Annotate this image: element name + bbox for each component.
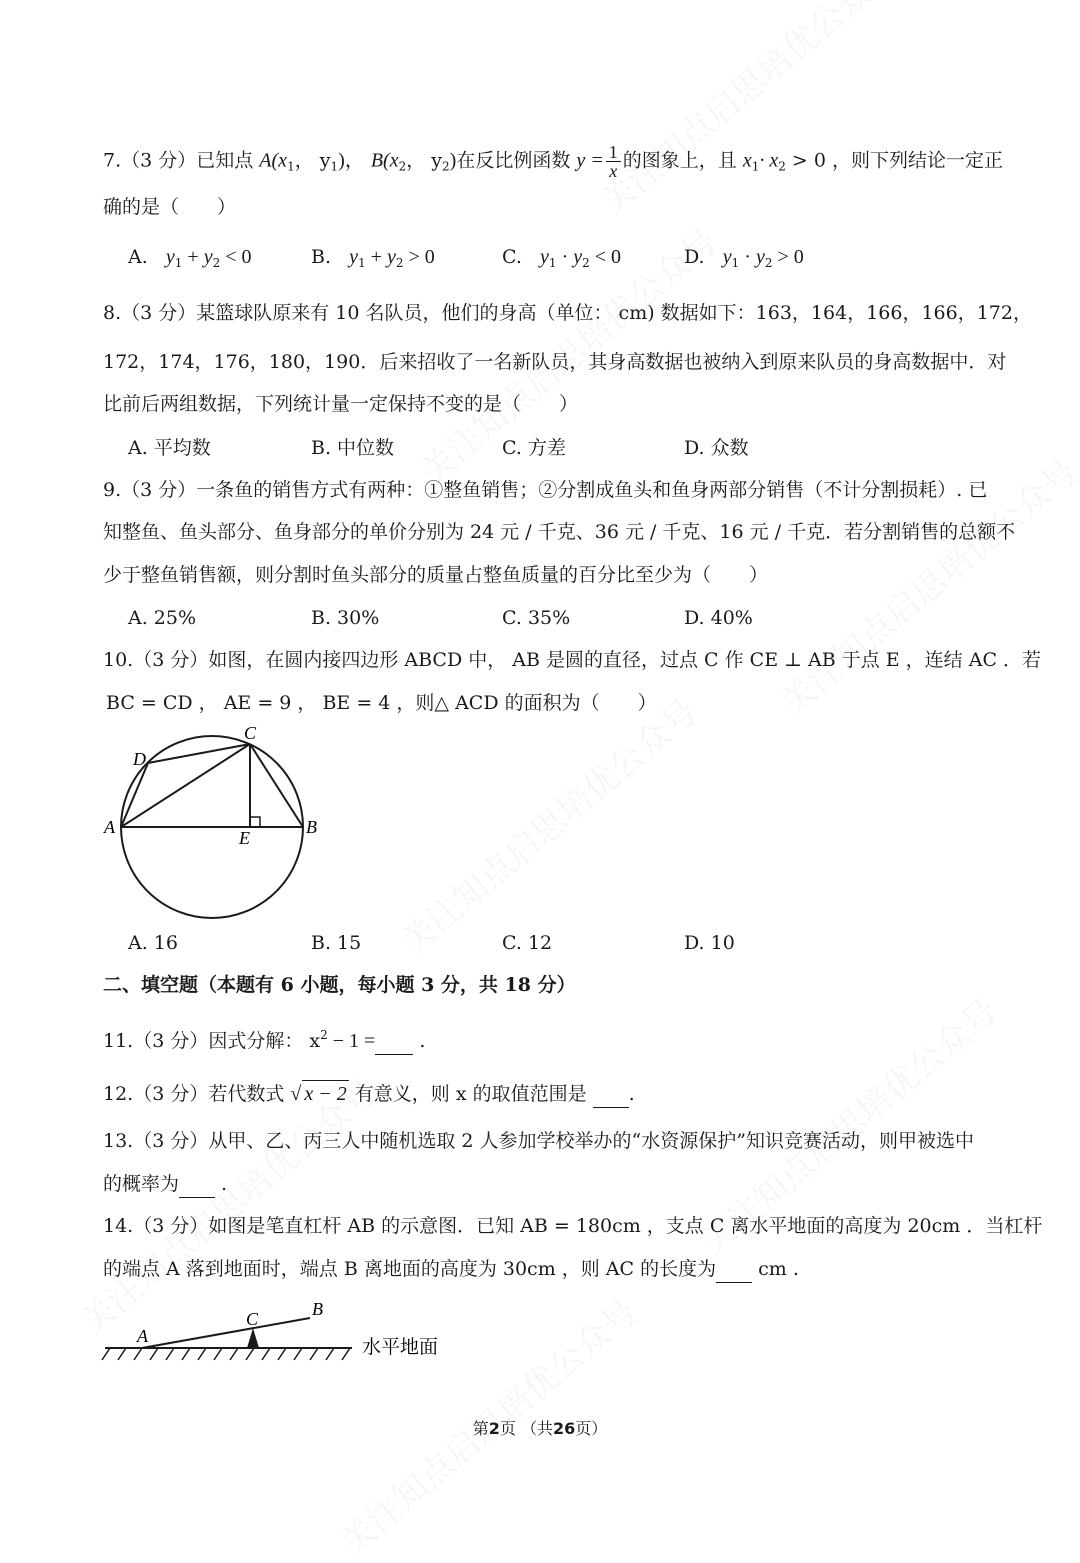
q13-line2 [103, 1171, 227, 1198]
q7-line1: 7.（3 分）已知点 $A(x_1$， $y_1$)， $B(x_2$， $y_2$)在反比例函数 y = $\frac{1}{x}$ 的图象上，且 $x_1\cdot x_2 > 0$ ，则下列结论一定正 [103, 142, 1004, 181]
right-angle-mark [250, 817, 260, 827]
q7-option-c: C. $y_1 \cdot y_2 < 0$ [502, 246, 622, 270]
q7-fraction: $\frac{1}{x}$ [606, 143, 621, 180]
page-number: 2 [488, 1419, 500, 1438]
q14-lever-figure [100, 1296, 480, 1371]
segment-cb [250, 744, 303, 827]
q13-answer-blank[interactable] [179, 1171, 215, 1198]
q10-option-c: C. 12 [502, 932, 553, 954]
label-c: C [244, 723, 257, 743]
q11-answer-blank[interactable] [375, 1028, 413, 1055]
q10-option-a: A. 16 [128, 932, 178, 954]
label-b: B [306, 817, 317, 837]
q14-line2-end: cm . [752, 1258, 799, 1280]
q9-line3: 少于整鱼销售额，则分割时鱼头部分的质量占整鱼质量的百分比至少为（ ） [103, 564, 769, 586]
q8-option-b: B. 中位数 [311, 437, 395, 459]
lever-ab [142, 1318, 310, 1348]
q13-line1: 13.（3 分）从甲、乙、丙三人中随机选取 2 人参加学校举办的“水资源保护”知识竞赛活动，则甲被选中 [103, 1130, 974, 1152]
q7-condition: x [742, 149, 752, 172]
q12-answer-blank[interactable] [593, 1081, 629, 1108]
q7-condition-mid: · x [759, 149, 779, 172]
q8-line1: 8.（3 分）某篮球队原来有 10 名队员，他们的身高（单位： cm) 数据如下：163，164，166，166，172， [103, 302, 1032, 324]
q14-answer-blank[interactable] [716, 1256, 752, 1283]
q9-option-b: B. 30% [311, 607, 380, 629]
lever-label-c: C [246, 1309, 259, 1329]
q12-suffix: 有意义，则 x 的取值范围是 [348, 1083, 593, 1105]
q7-option-a: A. $y_1 + y_2 < 0$ [128, 246, 252, 270]
label-d: D [133, 749, 146, 769]
q8-option-d: D. 众数 [684, 437, 749, 459]
q7-line2: 确的是（ ） [103, 196, 237, 218]
q7-prefix: 7.（3 分）已知点 [103, 149, 260, 172]
q14-line2-prefix: 的端点 A 落到地面时，端点 B 离地面的高度为 30cm ，则 AC 的长度为 [103, 1258, 717, 1280]
q11-end: . [413, 1030, 426, 1052]
watermark [388, 686, 706, 964]
q13-line2-end: . [215, 1173, 228, 1195]
section-2-title: 二、填空题（本题有 6 小题，每小题 3 分，共 18 分） [103, 974, 576, 996]
q12-prefix: 12.（3 分）若代数式 [103, 1083, 291, 1105]
q9-line2: 知整鱼、鱼头部分、鱼身部分的单价分别为 24 元 / 千克、36 元 / 千克、16 元 / 千克．若分割销售的总额不 [103, 521, 1016, 543]
q14-line2 [103, 1256, 799, 1283]
q7-point-a: A(x [259, 149, 288, 172]
q11-line [103, 1022, 425, 1055]
q7-option-d: D. $y_1 \cdot y_2 > 0$ [684, 246, 804, 270]
q12-end: . [628, 1083, 635, 1105]
watermark [588, 0, 906, 223]
q7-condition-end: > 0 ，则下列结论一定正 [791, 149, 1004, 172]
q7-func-y: y = [576, 149, 604, 172]
q10-circle-figure [100, 720, 330, 920]
lever-label-a: A [137, 1326, 148, 1346]
ground-label: 水平地面 [362, 1336, 439, 1358]
q7-point-a-mid: ， y [294, 149, 331, 172]
q12-line: 12.（3 分）若代数式 √ x − 2 有意义，则 x 的取值范围是 . [103, 1080, 635, 1108]
q11-prefix: 11.（3 分）因式分解： x [103, 1030, 321, 1052]
q8-line3: 比前后两组数据，下列统计量一定保持不变的是（ ） [103, 393, 579, 415]
q14-line1: 14.（3 分）如图是笔直杠杆 AB 的示意图．已知 AB = 180cm ，支点 C 离水平地面的高度为 20cm ．当杠杆 [103, 1215, 1043, 1237]
q8-line2: 172，174，176，180，190．后来招收了一名新队员，其身高数据也被纳入到原来队员的身高数据中．对 [103, 351, 1007, 373]
q7-after-func: 的图象上，且 [622, 149, 743, 172]
q8-option-c: C. 方差 [502, 437, 566, 459]
ground-hatching [102, 1348, 350, 1360]
lever-label-b: B [312, 1299, 323, 1319]
label-e: E [239, 828, 250, 848]
q9-option-a: A. 25% [128, 607, 197, 629]
label-a: A [104, 817, 115, 837]
fulcrum-c [247, 1328, 259, 1348]
page-footer: 第2页 （共26页） [472, 1419, 608, 1438]
q10-option-d: D. 10 [684, 932, 735, 954]
q10-line1: 10.（3 分）如图，在圆内接四边形 ABCD 中， AB 是圆的直径，过点 C 作 CE ⊥ AB 于点 E ，连结 AC ．若 [103, 649, 1042, 671]
q7-middle: 在反比例函数 [456, 149, 577, 172]
q9-line1: 9.（3 分）一条鱼的销售方式有两种：①整鱼销售；②分割成鱼头和鱼身两部分销售（不计分割损耗）. 已 [103, 479, 988, 501]
q11-suffix: − 1 = [327, 1030, 376, 1052]
q7-point-b-mid: ， y [406, 149, 443, 172]
q9-option-d: D. 40% [684, 607, 753, 629]
total-pages: 26 [552, 1419, 576, 1438]
q7-point-b: B(x [370, 149, 399, 172]
q10-option-b: B. 15 [311, 932, 362, 954]
q12-radicand: x − 2 [302, 1080, 348, 1107]
q11-exponent: 2 [320, 1028, 328, 1042]
q10-line2: BC = CD ， AE = 9 ， BE = 4 ，则△ ACD 的面积为（ ） [106, 692, 657, 714]
q13-line2-prefix: 的概率为 [103, 1173, 180, 1195]
q7-option-b: B. $y_1 + y_2 > 0$ [311, 246, 435, 270]
q8-option-a: A. 平均数 [128, 437, 211, 459]
q9-option-c: C. 35% [502, 607, 571, 629]
